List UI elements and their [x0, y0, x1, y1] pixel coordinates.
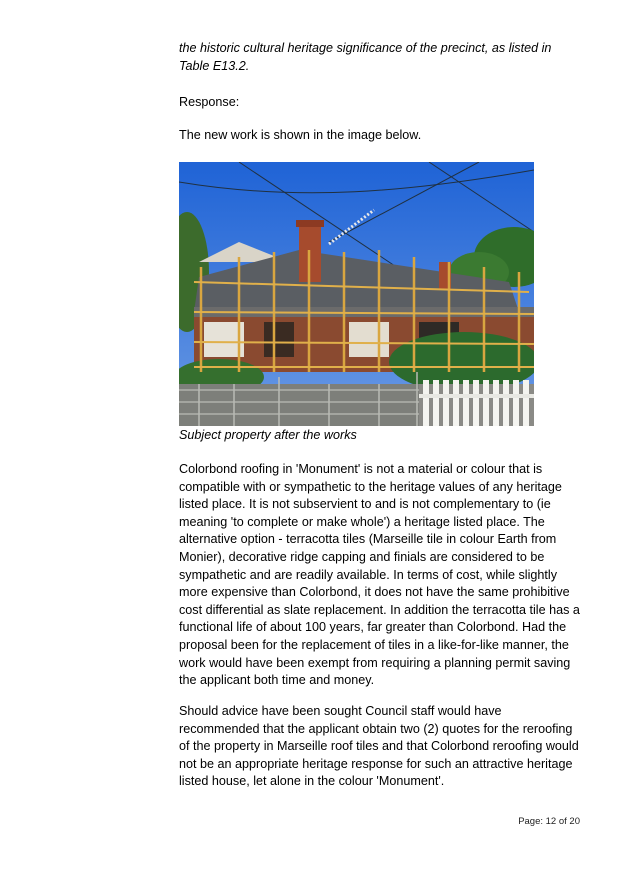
body-paragraph-advice: Should advice have been sought Council staff would have recommended that the applicant obtain two (2) quotes for the reroofing of the property in Marseille roof tiles and that Colorbond reroofing would not be an appropriate heritage response for such an attractive heritage listed house, let alone in the colour 'Monument'.	[179, 704, 579, 789]
intro-text: the historic cultural heritage significance of the precinct, as listed in Table E13.2.	[179, 41, 552, 73]
response-label: Response:	[179, 95, 240, 109]
new-work-text: The new work is shown in the image below.	[179, 128, 422, 142]
figure-caption: Subject property after the works	[179, 428, 357, 442]
property-photo-illustration	[179, 162, 534, 426]
body-paragraph-colorbond: Colorbond roofing in 'Monument' is not a material or colour that is compatible with or sympathetic to the heritage values of any heritage listed place. It is not subservient to and is not complementary to (ie meaning 'to complete or make whole') a heritage listed place. The alternative option - terracotta tiles (Marseille tile in colour Earth from Monier), decorative ridge capping and finials are considered to be sympathetic and are readily available. In terms of cost, while slightly more expensive than Colorbond, it does not have the same prohibitive cost differential as slate replacement. In addition the terracotta tile has a functional life of about 100 years, far greater than Colorbond. Had the proposal been for the replacement of tiles in a like-for-like manner, the work would have been exempt from requiring a planning permit saving the applicant both time and money.	[179, 462, 580, 688]
page-number: Page: 12 of 20	[518, 816, 580, 827]
property-photo	[179, 162, 534, 426]
